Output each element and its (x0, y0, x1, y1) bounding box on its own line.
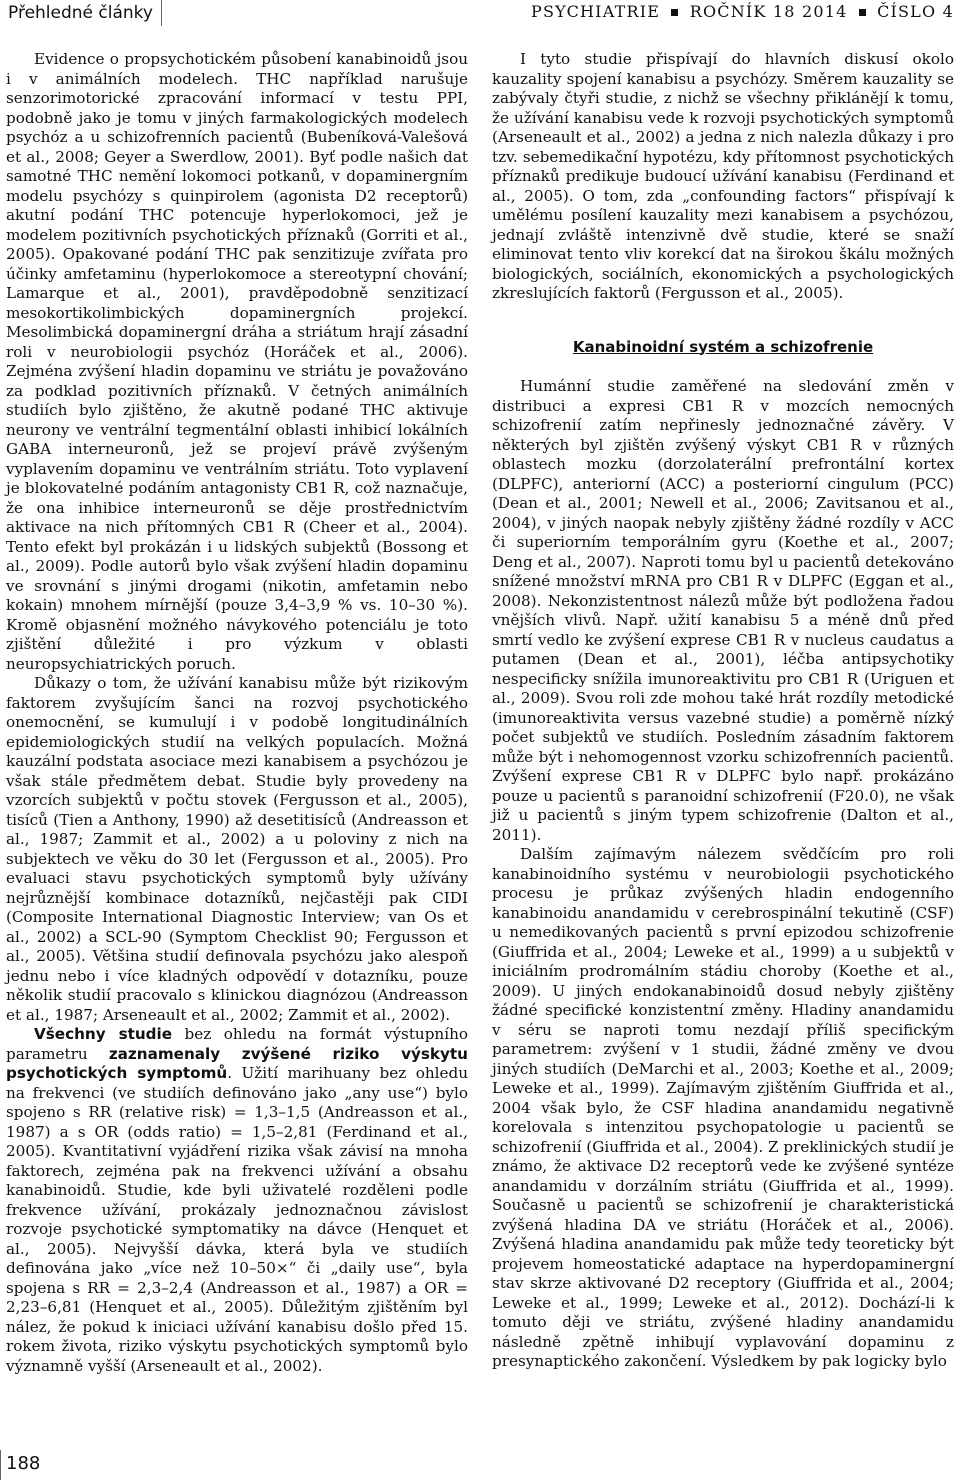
paragraph: Dalším zajímavým nálezem svědčícím pro roli kanabinoidního systému v neurobiologii psychotického procesu je průkaz zvýšených hladin endogenního kanabinoidu anandamidu v cerebrospinální tekutině (CSF) u nemedikovaných pacientů s první epizodou schizofrenie (Giuffrida et al., 2004; Leweke et al., 1999) a u subjektů v iniciálním prodromálním stádiu choroby (Koethe et al., 2009). U jiných endokanabinoidů dosud nebyly zjištěny žádné specifické konzistentní změny. Hladiny anandamidu v séru se naproti tomu nezdají příliš specifickým parametrem: zvýšení v 1 studii, žádné změny ve dvou jiných studiích (DeMarchi et al., 2003; Koethe et al., 2009; Leweke et al., 1999). Zajímavým zjištěním Giuffrida et al., 2004 však bylo, že CSF hladina anandamidu negativně korelovala s intenzitou psychopatologie u pacientů se schizofrenií (Giuffrida et al., 2004). Z preklinických studií je známo, že aktivace D2 receptorů vede ke zvýšené syntéze anandamidu v dorzálním striátu (Giuffrida et al., 1999). Současně u pacientů se schizofrenií je charakteristická zvýšená hladina DA ve striátu (Horáček et al., 2006). Zvýšená hladina anandamidu pak může tedy teoreticky být projevem homeostatické adaptace na hyperdopaminergní stav skrze aktivované D2 receptory (Giuffrida et al., 2004; Leweke et al., 1999; Leweke et al., 2012). Dochází-li k tomuto ději ve striátu, zvýšené hladiny anandamidu následně zpětně inhibují vyplavování dopaminu z presynaptického zakončení. Výsledkem by pak logicky bylo (492, 845, 954, 1370)
separator-square-icon (859, 9, 866, 16)
emphasis-text: Všechny studie (34, 1025, 173, 1043)
paragraph-text: bez ohledu na formát výstupního parametru (6, 1025, 468, 1063)
journal-volume: ROČNÍK 18 (689, 2, 796, 21)
page-number: 188 (6, 1453, 41, 1474)
paragraph: Evidence o propsychotickém působení kanabinoidů jsou i v animálních modelech. THC například narušuje senzorimotorické zpracování informací v testu PPI, podobně jako je tomu v jiných farmakologických modelech psychóz a u schizofrenních pacientů (Bubeníková-Valešová et al., 2008; Geyer a Swerdlow, 2001). Byť podle našich dat samotné THC nemění lokomoci potkanů, v dopaminergním modelu psychózy s quinpirolem (agonista D2 receptorů) akutní podání THC potencuje hyperlokomoci, jež je modelem pozitivních psychotických příznaků (Gorriti et al., 2005). Opakované podání THC pak senzitizuje zvířata pro účinky amfetaminu (hyperlokomoce a stereotypní chování; Lamarque et al., 2001), pravděpodobně senzitizací mesokortikolimbických dopaminergních projekcí. Mesolimbická dopaminergní dráha a striátum hrají zásadní roli v neurobiologii psychóz (Horáček et al., 2006). Zejména zvýšení hladin dopaminu ve striátu je považováno za podklad pozitivních příznaků. V četných animálních studiích bylo zjištěno, že akutně podané THC aktivuje neurony ve ventrální tegmentální oblasti inhibicí lokálních GABA interneuronů, jež se projeví právě zvýšeným vyplavením dopaminu ve ventrálním striátu. Toto vyplavení je blokovatelné podáním antagonisty CB1 R, což naznačuje, že ona inhibice interneuronů se děje prostřednictvím aktivace na nich přítomných CB1 R (Cheer et al., 2004). Tento efekt byl prokázán i u lidských subjektů (Bossong et al., 2009). Podle autorů bylo však zvýšení hladin dopaminu ve srovnání s jinými drogami (nikotin, amfetamin nebo kokain) mnohem mírnější (pouze 3,4–3,9 % vs. 10–30 %). Kromě objasnění možného návykového potenciálu je toto zjištění důležité i pro výzkum v oblasti neuropsychiatrických poruch. (6, 50, 468, 673)
journal-issue: ČÍSLO 4 (877, 2, 954, 21)
journal-name: PSYCHIATRIE (530, 2, 661, 21)
page-number-rule (0, 1450, 1, 1480)
paragraph (6, 1025, 468, 1376)
left-column (6, 50, 468, 1376)
section-heading: Kanabinoidní systém a schizofrenie (572, 337, 874, 356)
section-label: Přehledné články (0, 0, 162, 26)
journal-year: 2014 (801, 2, 848, 21)
paragraph: Důkazy o tom, že užívání kanabisu může být rizikovým faktorem zvyšujícím šanci na rozvoj psychotického onemocnění, se kumulují i v podobě longitudinálních epidemiologických studií na velkých populacích. Možná kauzální podstata asociace mezi kanabisem a psychózou je však stále předmětem debat. Studie byly provedeny na vzorcích subjektů v počtu stovek (Fergusson et al., 2005), tisíců (Tien a Anthony, 1990) až desetitisíců (Andreasson et al., 1987; Zammit et al., 2002) a u poloviny z nich na subjektech ve věku do 30 let (Fergusson et al., 2005). Pro evaluaci stavu psychotických symptomů byly užívány nejrůznější kombinace dotazníků, nejčastěji pak CIDI (Composite International Diagnostic Interview; van Os et al., 2002) a SCL-90 (Symptom Checklist 90; Fergusson et al., 2005). Většina studií definovala psychózu jako alespoň jednu nebo i více kladných odpovědí v dotazníku, pouze několik studií pracovalo s klinickou diagnózou (Andreasson et al., 1987; Arseneault et al., 2002; Zammit et al., 2002). (6, 674, 468, 1024)
paragraph: I tyto studie přispívají do hlavních diskusí okolo kauzality spojení kanabisu a psychózy. Směrem kauzality se zabývaly čtyři studie, z nichž se všechny přiklánějí k tomu, že užívání kanabisu vede k rozvoji psychotických symptomů (Arseneault et al., 2002) a jedna z nich nalezla důkazy i pro tzv. sebemedikační hypotézu, kdy přítomnost psychotických příznaků predikuje budoucí užívání kanabisu (Ferdinand et al., 2005). O tom, zda „confounding factors“ přispívají k umělému posílení kauzality mezi kanabisem a psychózou, jednají zvláště intenzivně dvě studie, které se snaží eliminovat tento vliv korekcí dat na širokou škálu možných biologických, sociálních, ekonomických a psychologických zkreslujících faktorů (Fergusson et al., 2005). (492, 50, 954, 302)
journal-header (531, 2, 954, 21)
separator-square-icon (671, 9, 678, 16)
right-column (492, 50, 954, 1372)
paragraph-text: . Užití marihuany bez ohledu na frekvenci (ve studiích definováno jako „any use“) bylo spojeno s RR (relative risk) = 1,3–1,5 (Andreasson et al., 1987) a s OR (odds ratio) = 1,5–2,81 (Ferdinand et al., 2005). Kvantitativní vyjádření rizika však závisí na mnoha faktorech, zejména pak na frekvenci užívání a obsahu kanabinoidů. Studie, kde byli uživatelé rozděleni podle frekvence užívání, prokázaly jednoznačnou závislost rozvoje psychotické symptomatiky na dávce (Henquet et al., 2005). Nejvyšší dávka, která byla ve studiích definována jako „více než 10–50×“ či „daily use“, byla spojena s RR = 2,3–2,4 (Andreasson et al., 1987) a OR = 2,23–6,81 (Henquet et al., 2005). Důležitým zjištěním byl nález, že pokud k iniciaci užívání kanabisu došlo před 15. rokem života, riziko výskytu psychotických symptomů bylo významně vyšší (Arseneault et al., 2002). (6, 1064, 468, 1375)
emphasis-text: zaznamenaly zvýšené riziko výskytu psychotických symptomů (6, 1044, 468, 1082)
paragraph: Humánní studie zaměřené na sledování změn v distribuci a expresi CB1 R v mozcích nemocných schizofrenií zatím nepřinesly jednoznačné závěry. V některých byl zjištěn zvýšený výskyt CB1 R v různých oblastech mozku (dorzolaterální prefrontální kortex (DLPFC), anteriorní (ACC) a posteriorní cingulum (PCC) (Dean et al., 2001; Newell et al., 2006; Zavitsanou et al., 2004), v jiných naopak nebyly zjištěny žádné rozdíly v ACC či superiorním temporálním gyru (Koethe et al., 2007; Deng et al., 2007). Naproti tomu byl u pacientů detekováno snížené množství mRNA pro CB1 R v DLPFC (Eggan et al., 2008). Nekonzistentnost nálezů může být podložena řadou vnějších vlivů. Např. užití kanabisu 5 a méně dnů před smrtí vedlo ke zvýšení exprese CB1 R v nucleus caudatus a putamen (Dean et al., 2001), léčba antipsychotiky nespecificky snížila imunoreaktivitu pro CB1 R (Uriguen et al., 2009). Svou roli zde mohou také hrát rozdíly metodické (imunoreaktivita versus vazebné studie) a poměrně nízký počet subjektů ve studiích. Posledním zásadním faktorem může být i nehomogennost vzorku schizofrenních pacientů. Zvýšení exprese CB1 R v DLPFC bylo např. prokázáno pouze u pacientů s paranoidní schizofrenií (F20.0), ne však již u pacientů s jiným typem schizofrenie (Dalton et al., 2011). (492, 377, 954, 844)
